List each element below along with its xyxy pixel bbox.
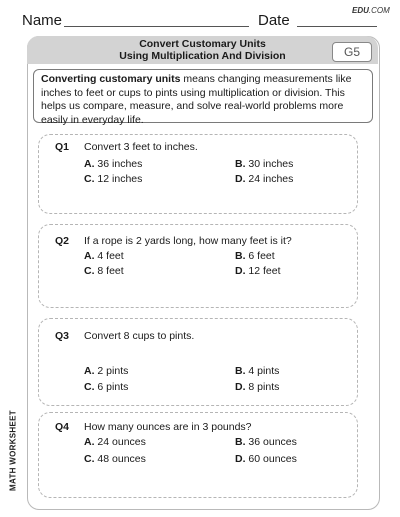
question-box-q2 <box>38 224 358 308</box>
intro-bold: Converting customary units <box>41 73 181 85</box>
option-c[interactable]: C. 8 feet <box>84 265 124 277</box>
name-label: Name <box>22 12 63 29</box>
option-c[interactable]: C. 48 ounces <box>84 453 146 465</box>
option-b[interactable]: B. 36 ounces <box>235 436 297 448</box>
question-text: Convert 8 cups to pints. <box>84 330 195 342</box>
question-text: If a rope is 2 yards long, how many feet is it? <box>84 235 292 247</box>
brand-logo: EDU.COM <box>352 6 390 15</box>
name-line[interactable] <box>64 26 249 27</box>
option-a[interactable]: A. 4 feet <box>84 250 124 262</box>
question-text: How many ounces are in 3 pounds? <box>84 421 252 433</box>
grade-badge: G5 <box>332 42 372 62</box>
intro-text <box>41 70 372 127</box>
option-b[interactable]: B. 4 pints <box>235 365 280 377</box>
option-d[interactable]: D. 12 feet <box>235 265 281 277</box>
question-number: Q2 <box>55 235 70 247</box>
option-b[interactable]: B. 30 inches <box>235 158 294 170</box>
intro-body: means changing measurements like inches to feet or cups to pints using multiplication or division. This helps us compare, measure, and solve real-world problems more easily in everyday life. <box>41 73 352 126</box>
side-label: MATH WORKSHEET <box>8 410 18 491</box>
option-b[interactable]: B. 6 feet <box>235 250 275 262</box>
question-box-q3 <box>38 318 358 406</box>
option-c[interactable]: C. 6 pints <box>84 381 129 393</box>
option-a[interactable]: A. 2 pints <box>84 365 129 377</box>
option-d[interactable]: D. 60 ounces <box>235 453 297 465</box>
option-a[interactable]: A. 36 inches <box>84 158 143 170</box>
date-label: Date <box>258 12 290 29</box>
question-text: Convert 3 feet to inches. <box>84 141 198 153</box>
option-a[interactable]: A. 24 ounces <box>84 436 146 448</box>
worksheet-title-line2: Using Multiplication And Division <box>119 50 286 62</box>
option-d[interactable]: D. 8 pints <box>235 381 280 393</box>
question-box-q1 <box>38 134 358 214</box>
question-box-q4 <box>38 412 358 498</box>
question-number: Q1 <box>55 141 70 153</box>
date-line[interactable] <box>297 26 377 27</box>
option-d[interactable]: D. 24 inches <box>235 173 294 185</box>
intro-box <box>33 69 373 126</box>
question-number: Q3 <box>55 330 70 342</box>
option-c[interactable]: C. 12 inches <box>84 173 143 185</box>
question-number: Q4 <box>55 421 70 433</box>
worksheet-title-line1: Convert Customary Units <box>139 38 266 50</box>
